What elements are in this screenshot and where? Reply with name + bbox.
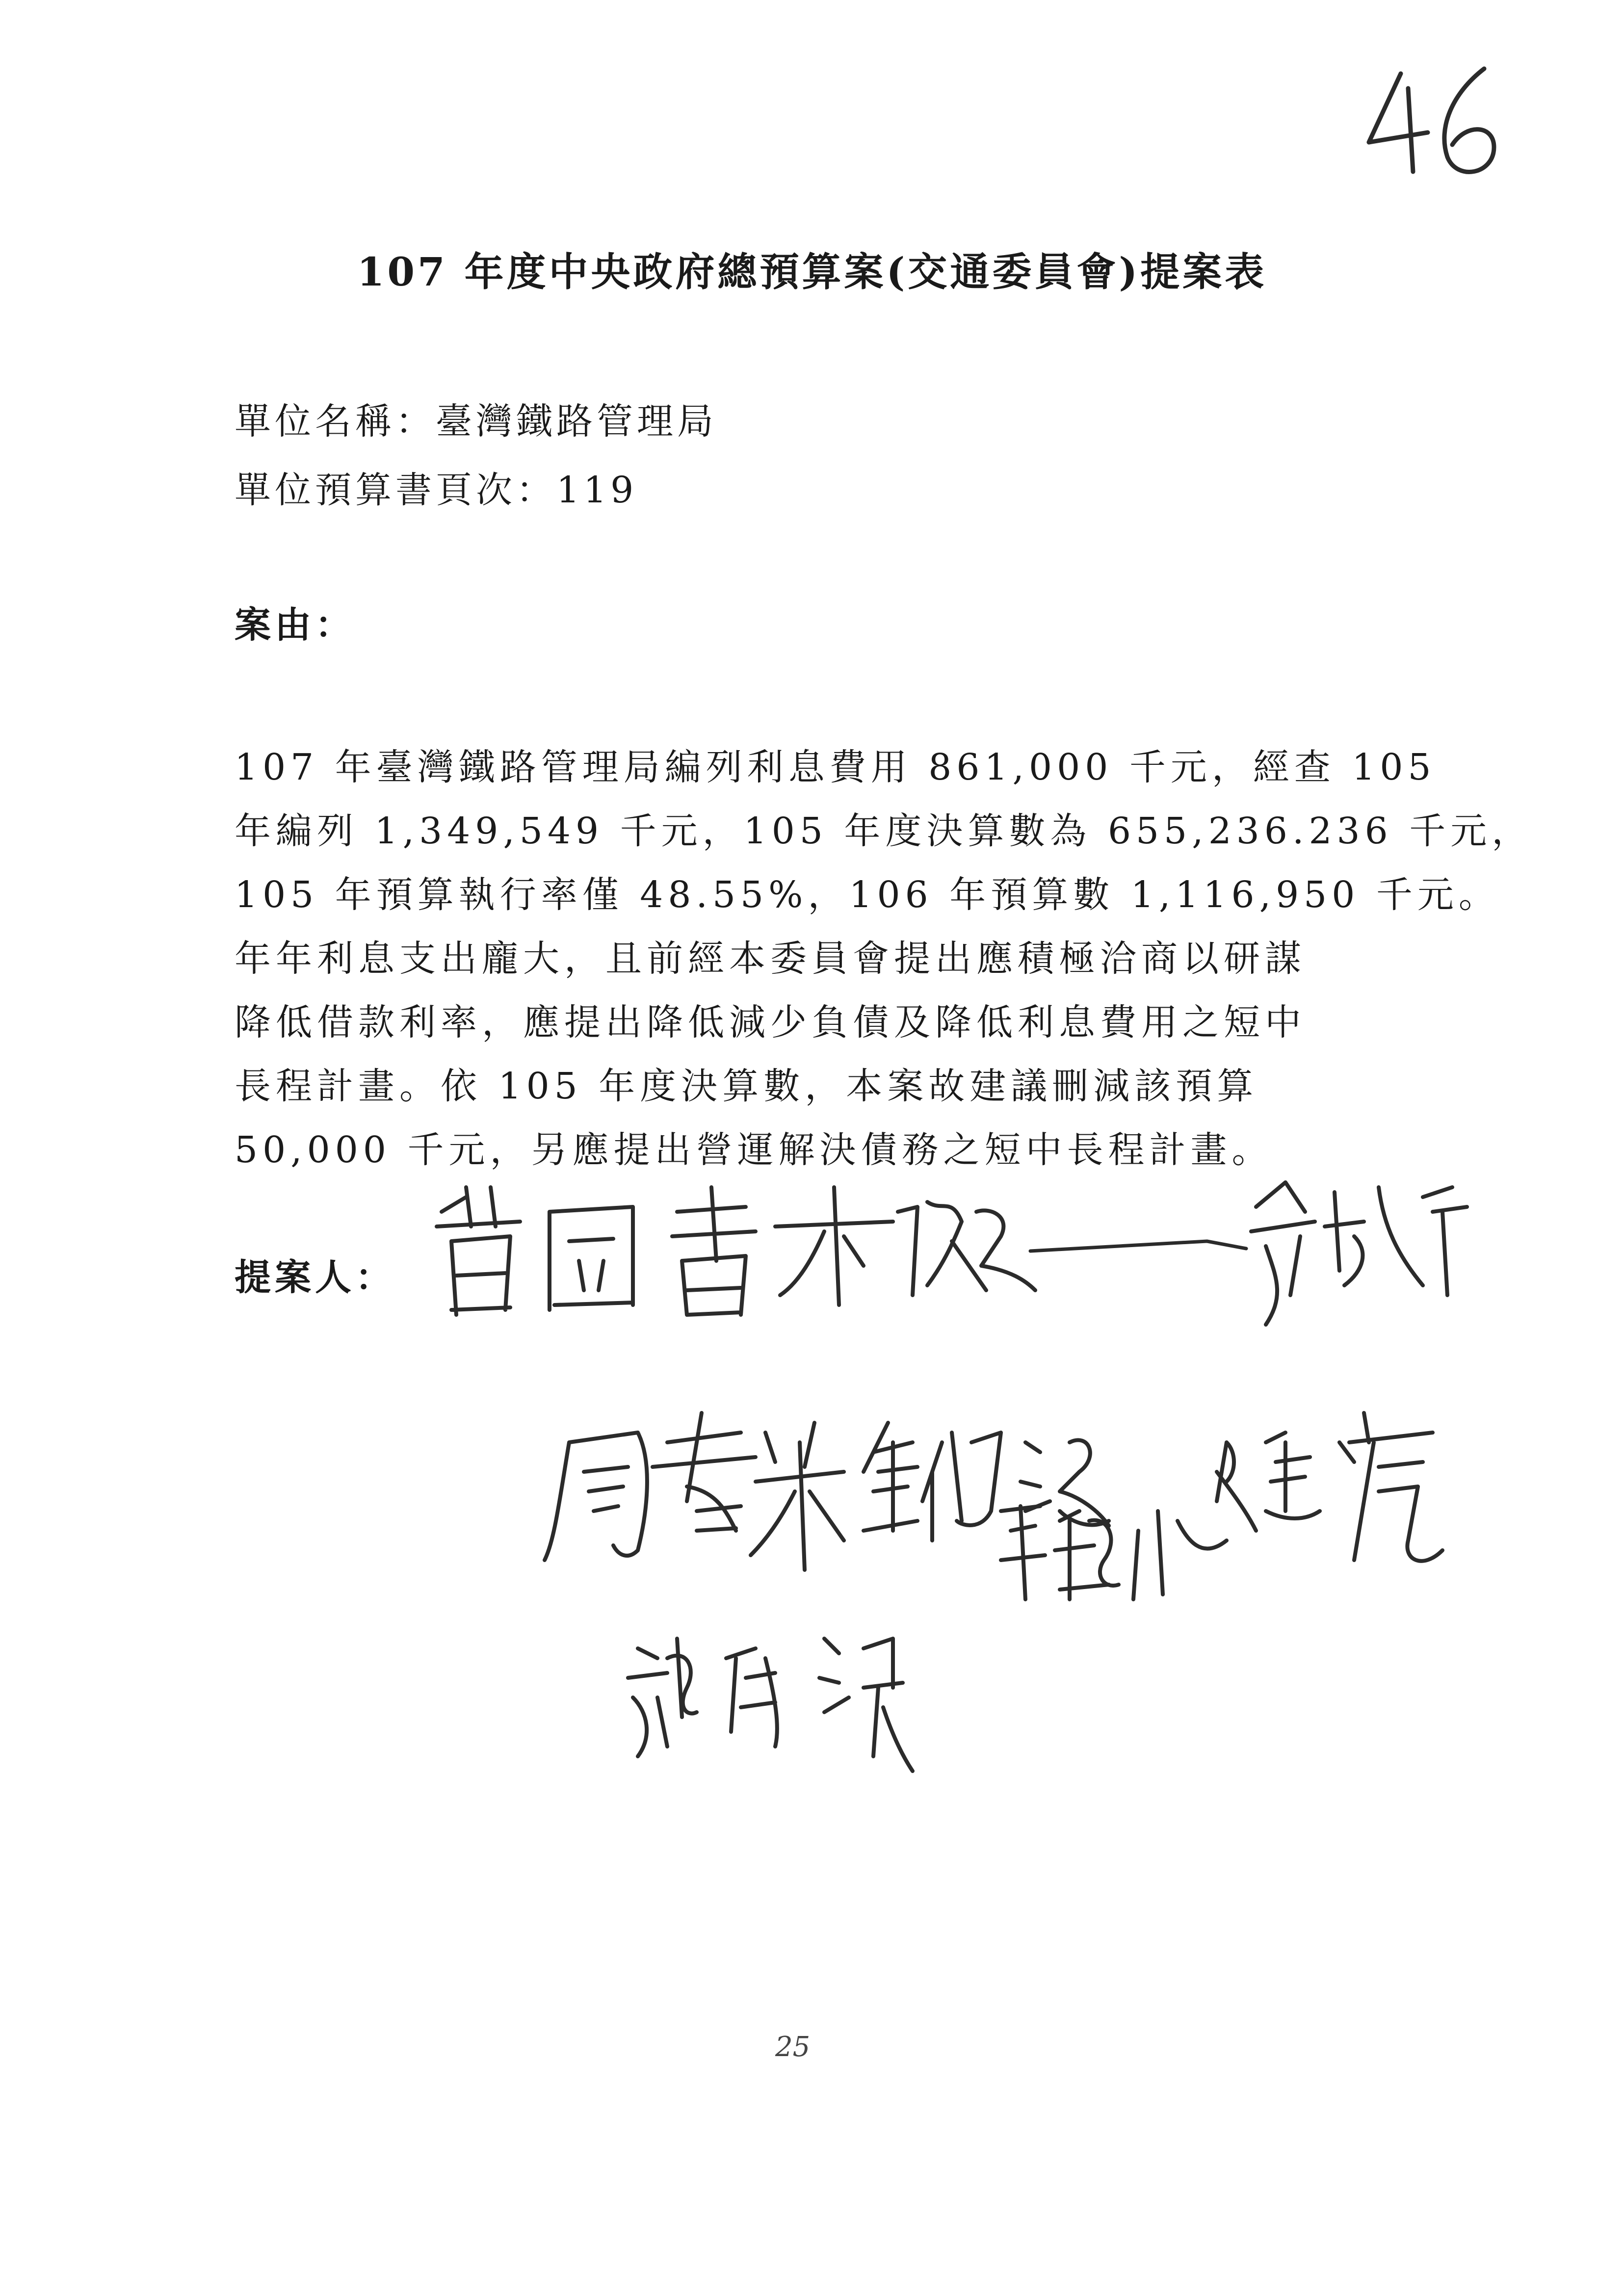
signature-1 bbox=[437, 1187, 756, 1315]
budget-page-reference: 單位預算書頁次：119 bbox=[235, 469, 638, 511]
reason-heading: 案由： bbox=[235, 604, 355, 646]
unit-name: 單位名稱：臺灣鐵路管理局 bbox=[235, 400, 717, 443]
footer-page-number: 25 bbox=[775, 2031, 811, 2063]
signature-5 bbox=[864, 1423, 1109, 1540]
handwritten-signatures bbox=[422, 1168, 1560, 1913]
signature-7 bbox=[628, 1639, 913, 1771]
signature-4 bbox=[545, 1413, 844, 1570]
page-title: 107 年度中央政府總預算案(交通委員會)提案表 bbox=[357, 249, 1267, 295]
signature-6 bbox=[1217, 1413, 1442, 1561]
signature-2 bbox=[775, 1187, 1246, 1305]
handwritten-page-number bbox=[1354, 59, 1511, 186]
reason-line: 年年利息支出龐大，且前經本委員會提出應積極洽商以研謀 bbox=[235, 938, 1306, 980]
reason-line: 年編列 1,349,549 千元，105 年度決算數為 655,236.236 千元， bbox=[235, 810, 1533, 852]
signature-3 bbox=[1251, 1182, 1467, 1325]
reason-line: 長程計畫。依 105 年度決算數，本案故建議刪減該預算 bbox=[235, 1065, 1258, 1107]
signature-8 bbox=[1001, 1506, 1227, 1599]
reason-line: 降低借款利率，應提出降低減少負債及降低利息費用之短中 bbox=[235, 1001, 1306, 1044]
reason-line: 50,000 千元，另應提出營運解決債務之短中長程計畫。 bbox=[235, 1129, 1273, 1171]
proposer-label: 提案人： bbox=[235, 1256, 395, 1299]
reason-line: 105 年預算執行率僅 48.55%，106 年預算數 1,116,950 千元。 bbox=[235, 874, 1500, 916]
reason-line: 107 年臺灣鐵路管理局編列利息費用 861,000 千元，經查 105 bbox=[235, 746, 1436, 788]
